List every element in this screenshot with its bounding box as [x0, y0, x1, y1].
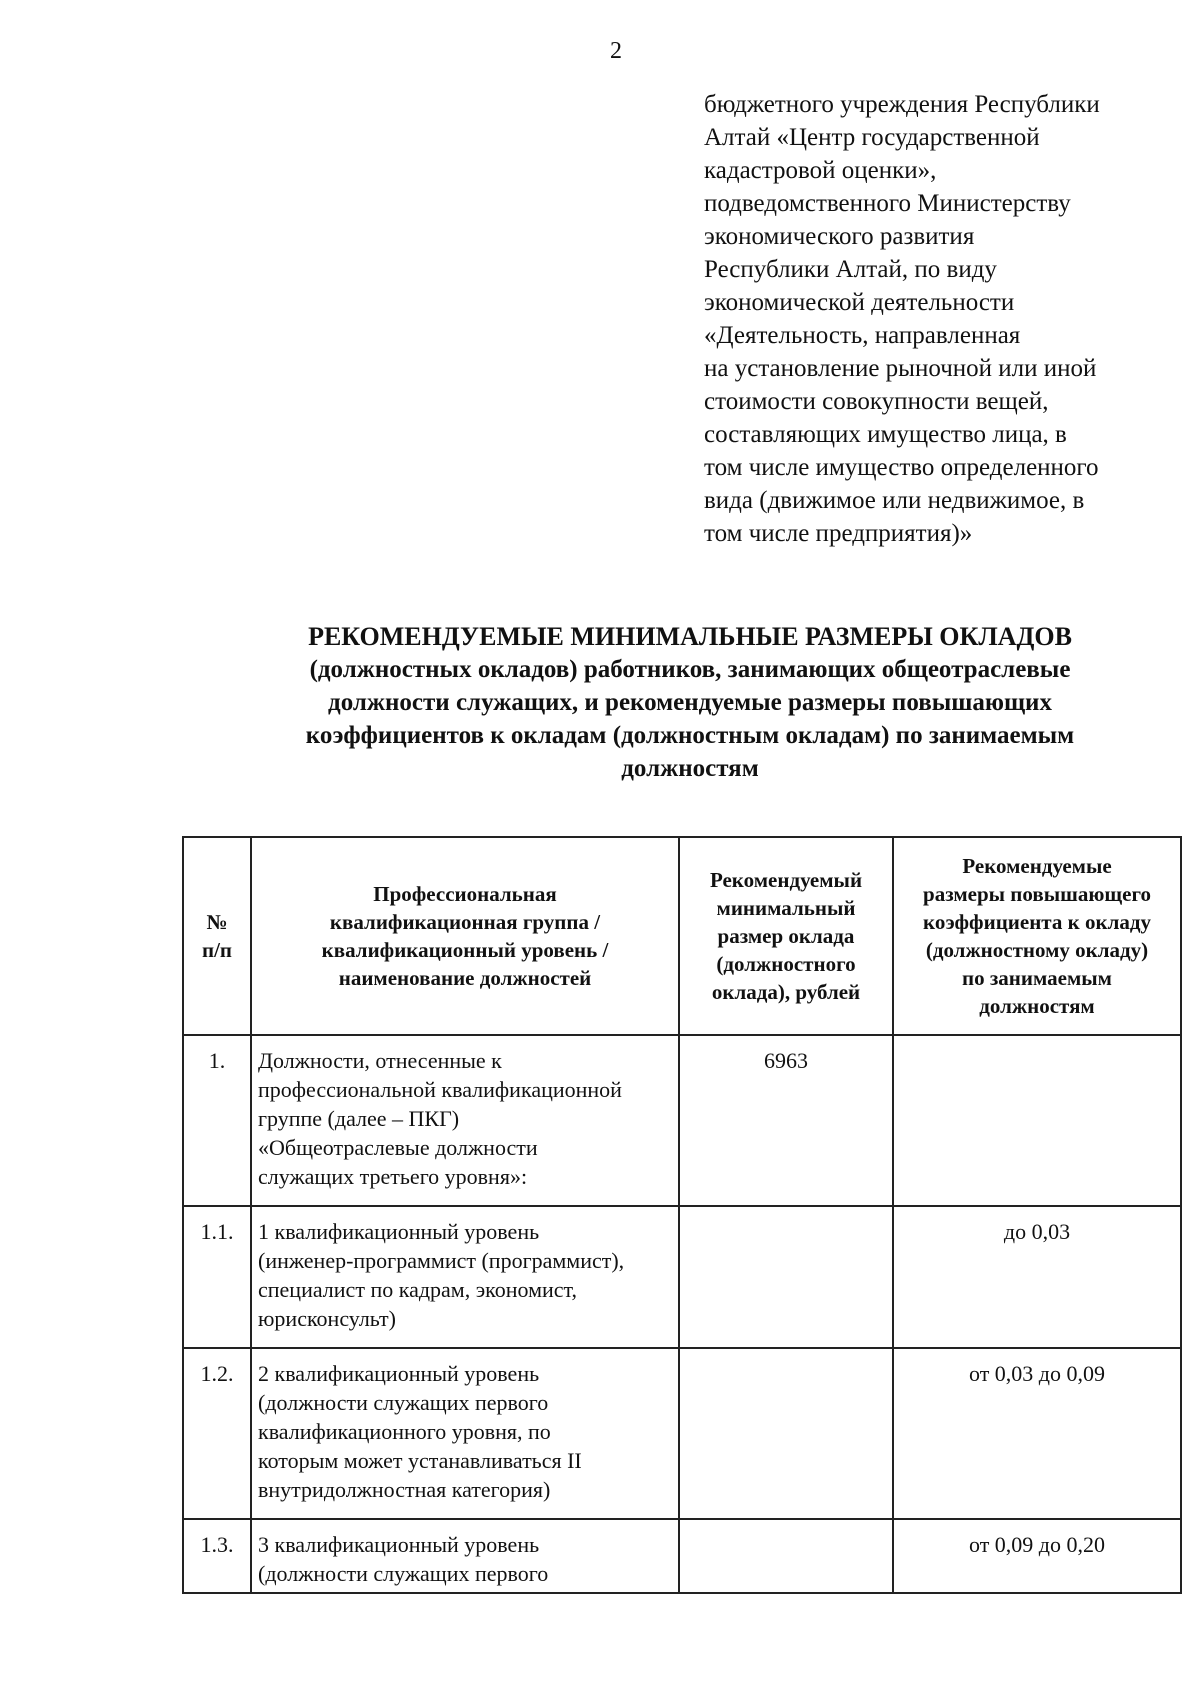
addressee-block	[704, 88, 1184, 550]
addressee-line: составляющих имущество лица, в	[704, 421, 1067, 448]
row-coefficient: от 0,09 до 0,20	[893, 1519, 1181, 1593]
addressee-line: стоимости совокупности вещей,	[704, 388, 1049, 415]
row-name: 2 квалификационный уровень (должности служащих первого квалификационного уровня, по которым может устанавливаться II внутридолжностная категория)	[251, 1348, 679, 1519]
addressee-line: экономической деятельности	[704, 289, 1015, 316]
title-line: должностям	[621, 755, 759, 782]
row-name: 3 квалификационный уровень (должности служащих первого	[251, 1519, 679, 1593]
row-salary	[679, 1206, 893, 1348]
addressee-line: «Деятельность, направленная	[704, 322, 1021, 349]
title-line: должности служащих, и рекомендуемые размеры повышающих	[328, 689, 1052, 716]
row-number: 1.	[183, 1035, 251, 1206]
table-row	[183, 1519, 1181, 1593]
table-row	[183, 1206, 1181, 1348]
row-number: 1.2.	[183, 1348, 251, 1519]
title-main: РЕКОМЕНДУЕМЫЕ МИНИМАЛЬНЫЕ РАЗМЕРЫ ОКЛАДОВ	[308, 622, 1072, 651]
table-row	[183, 1348, 1181, 1519]
addressee-line: экономического развития	[704, 223, 975, 250]
header-num: № п/п	[183, 837, 251, 1035]
title-line: коэффициентов к окладам (должностным окладам) по занимаемым	[305, 722, 1075, 749]
row-number: 1.3.	[183, 1519, 251, 1593]
page-number: 2	[610, 38, 622, 64]
table-header-row	[183, 837, 1181, 1035]
addressee-line: том числе имущество определенного	[704, 454, 1099, 481]
row-salary	[679, 1348, 893, 1519]
header-salary: Рекомендуемый минимальный размер оклада (должностного оклада), рублей	[679, 837, 893, 1035]
header-name: Профессиональная квалификационная группа / квалификационный уровень / наименование должностей	[251, 837, 679, 1035]
addressee-line: Республики Алтай, по виду	[704, 256, 997, 283]
row-name: 1 квалификационный уровень (инженер-программист (программист), специалист по кадрам, экономист, юрисконсульт)	[251, 1206, 679, 1348]
row-coefficient	[893, 1035, 1181, 1206]
addressee-line: Алтай «Центр государственной	[704, 124, 1040, 151]
addressee-line: подведомственного Министерству	[704, 190, 1071, 217]
addressee-line: вида (движимое или недвижимое, в	[704, 487, 1085, 514]
header-coef: Рекомендуемые размеры повышающего коэффициента к окладу (должностному окладу) по занимаемым должностям	[893, 837, 1181, 1035]
salary-table	[182, 836, 1182, 1594]
addressee-line: том числе предприятия)»	[704, 520, 973, 547]
addressee-line: кадастровой оценки»,	[704, 157, 937, 184]
addressee-line: бюджетного учреждения Республики	[704, 91, 1100, 118]
row-coefficient: от 0,03 до 0,09	[893, 1348, 1181, 1519]
row-number: 1.1.	[183, 1206, 251, 1348]
addressee-line: на установление рыночной или иной	[704, 355, 1097, 382]
row-name: Должности, отнесенные к профессиональной квалификационной группе (далее – ПКГ) «Общеотраслевые должности служащих третьего уровня»:	[251, 1035, 679, 1206]
row-salary	[679, 1519, 893, 1593]
document-title	[190, 620, 1190, 785]
title-line: (должностных окладов) работников, занимающих общеотраслевые	[309, 656, 1071, 683]
table-row	[183, 1035, 1181, 1206]
row-salary: 6963	[679, 1035, 893, 1206]
row-coefficient: до 0,03	[893, 1206, 1181, 1348]
